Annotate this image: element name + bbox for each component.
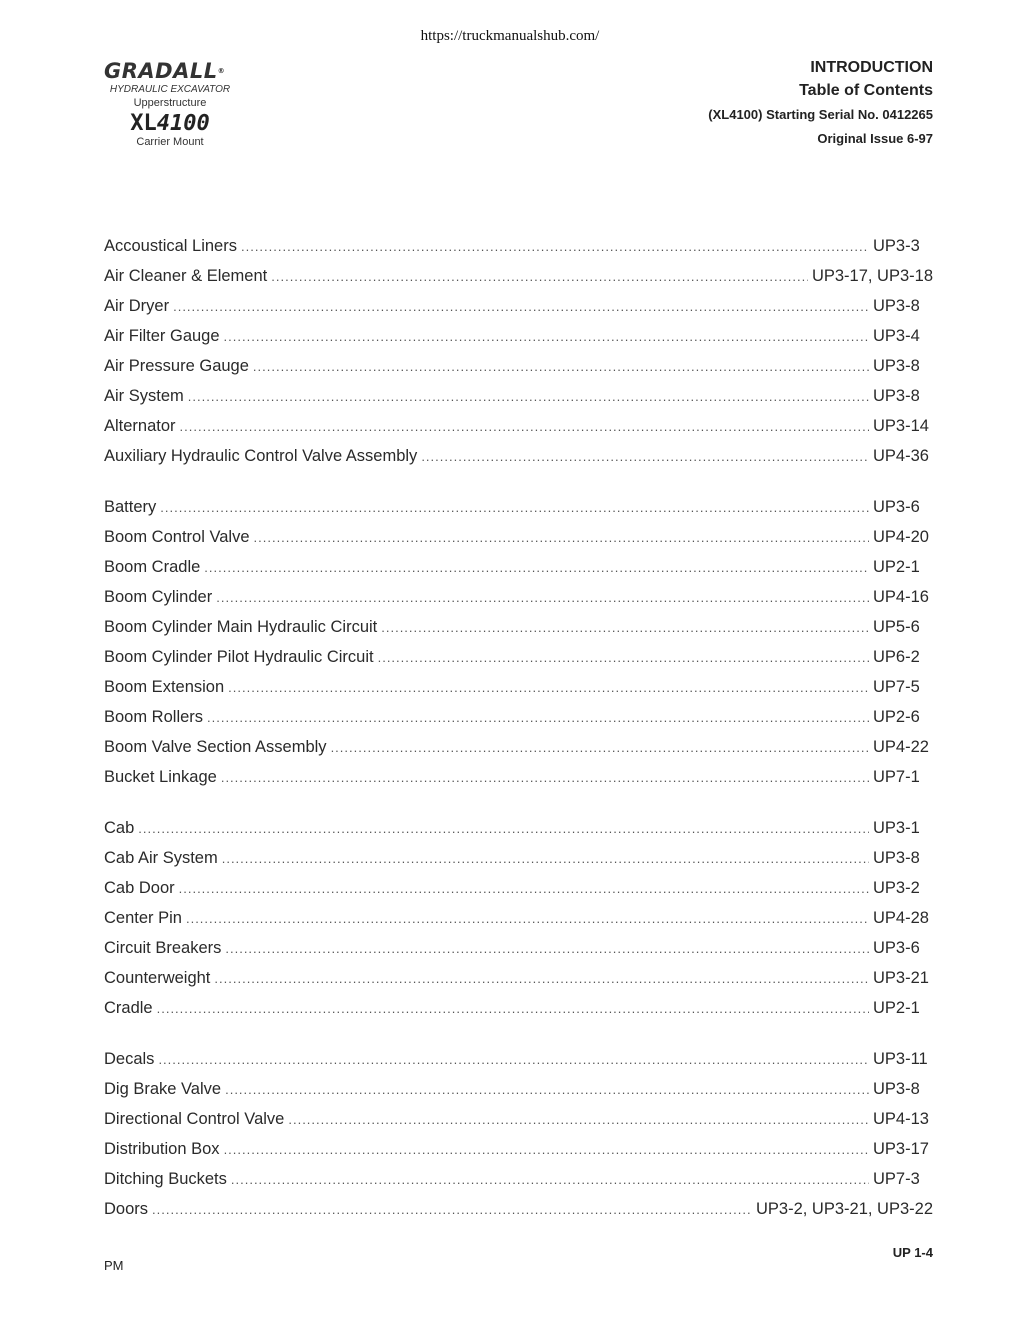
toc-entry-label: Boom Cylinder Pilot Hydraulic Circuit — [104, 648, 374, 666]
toc-entry[interactable] — [104, 708, 933, 738]
dot-leader — [152, 1202, 752, 1217]
logo-carrier-mount: Carrier Mount — [136, 136, 204, 148]
page-header — [708, 58, 933, 152]
toc-entry-page: UP3-3 — [873, 237, 920, 255]
toc-entry[interactable] — [104, 297, 933, 327]
dot-leader — [421, 449, 869, 464]
toc-entry[interactable] — [104, 1050, 933, 1080]
toc-entry[interactable] — [104, 678, 933, 708]
page-title: Table of Contents — [799, 82, 933, 99]
toc-group — [104, 498, 933, 798]
dot-leader — [138, 821, 869, 836]
toc-entry-page: UP2-1 — [873, 558, 920, 576]
toc-entry-page: UP4-22 — [873, 738, 929, 756]
dot-leader — [157, 1001, 869, 1016]
toc-entry[interactable] — [104, 498, 933, 528]
dot-leader — [253, 359, 869, 374]
toc-entry-page: UP3-6 — [873, 939, 920, 957]
dot-leader — [228, 680, 869, 695]
toc-entry-page: UP3-14 — [873, 417, 929, 435]
source-url: https://truckmanualshub.com/ — [420, 28, 600, 44]
toc-entry-label: Boom Cylinder — [104, 588, 213, 606]
dot-leader — [288, 1112, 869, 1127]
dot-leader — [224, 329, 869, 344]
toc-entry[interactable] — [104, 909, 933, 939]
dot-leader — [331, 740, 869, 755]
toc-entry-label: Air Dryer — [104, 297, 170, 315]
toc-entry-page: UP3-11 — [873, 1050, 928, 1068]
toc-entry[interactable] — [104, 1140, 933, 1170]
toc-entry-page: UP7-5 — [873, 678, 920, 696]
dot-leader — [254, 530, 869, 545]
dot-leader — [225, 941, 869, 956]
toc-entry-label: Cab Door — [104, 879, 175, 897]
toc-entry-page: UP3-17 — [873, 1140, 929, 1158]
dot-leader — [180, 419, 869, 434]
toc-entry[interactable] — [104, 237, 933, 267]
toc-entry[interactable] — [104, 558, 933, 588]
toc-entry-page: UP6-2 — [873, 648, 920, 666]
toc-entry-page: UP3-21 — [873, 969, 929, 987]
toc-entry-page: UP5-6 — [873, 618, 920, 636]
dot-leader — [271, 269, 808, 284]
toc-entry-label: Battery — [104, 498, 157, 516]
toc-group — [104, 819, 933, 1029]
page-number: UP 1-4 — [892, 1245, 933, 1260]
toc-entry-page: UP3-17, UP3-18 — [811, 267, 933, 285]
toc-entry-page: UP7-1 — [873, 768, 920, 786]
toc-entry-label: Air Pressure Gauge — [104, 357, 249, 375]
toc-group — [104, 1050, 933, 1230]
toc-entry-page: UP3-8 — [873, 387, 920, 405]
toc-entry[interactable] — [104, 999, 933, 1029]
dot-leader — [231, 1172, 869, 1187]
table-of-contents — [104, 237, 933, 1251]
toc-entry[interactable] — [104, 588, 933, 618]
toc-entry-label: Boom Cradle — [104, 558, 201, 576]
toc-entry[interactable] — [104, 1200, 933, 1230]
toc-entry-label: Air System — [104, 387, 184, 405]
toc-entry-label: Boom Valve Section Assembly — [104, 738, 327, 756]
toc-entry-label: Dig Brake Valve — [104, 1080, 222, 1098]
toc-entry-label: Cab Air System — [104, 849, 218, 867]
toc-entry[interactable] — [104, 387, 933, 417]
toc-entry[interactable] — [104, 819, 933, 849]
toc-entry[interactable] — [104, 417, 933, 447]
toc-entry[interactable] — [104, 267, 933, 297]
toc-entry-label: Distribution Box — [104, 1140, 220, 1158]
toc-group — [104, 237, 933, 477]
toc-entry[interactable] — [104, 1170, 933, 1200]
toc-entry-page: UP3-8 — [873, 1080, 920, 1098]
toc-entry[interactable] — [104, 447, 933, 477]
dot-leader — [216, 590, 869, 605]
dot-leader — [207, 710, 869, 725]
issue-info: Original Issue 6-97 — [817, 131, 933, 146]
toc-entry-page: UP3-8 — [873, 357, 920, 375]
toc-entry[interactable] — [104, 738, 933, 768]
toc-entry-label: Accoustical Liners — [104, 237, 237, 255]
toc-entry[interactable] — [104, 648, 933, 678]
toc-entry-label: Auxiliary Hydraulic Control Valve Assembly — [104, 447, 418, 465]
toc-entry-page: UP4-20 — [873, 528, 929, 546]
dot-leader — [221, 770, 869, 785]
model-name: XL4100 — [130, 111, 210, 136]
brand-name: GRADALL® — [104, 59, 226, 83]
toc-entry-label: Decals — [104, 1050, 155, 1068]
dot-leader — [158, 1052, 869, 1067]
dot-leader — [225, 1082, 869, 1097]
dot-leader — [160, 500, 869, 515]
toc-entry-page: UP2-1 — [873, 999, 920, 1017]
toc-entry-label: Cab — [104, 819, 135, 837]
toc-entry-label: Doors — [104, 1200, 149, 1218]
toc-entry-page: UP3-4 — [873, 327, 920, 345]
dot-leader — [173, 299, 869, 314]
toc-entry-label: Center Pin — [104, 909, 182, 927]
toc-entry-label: Alternator — [104, 417, 176, 435]
dot-leader — [179, 881, 869, 896]
toc-entry-page: UP7-3 — [873, 1170, 920, 1188]
logo-upperstructure: Upperstructure — [133, 97, 207, 109]
toc-entry-page: UP3-1 — [873, 819, 920, 837]
toc-entry[interactable] — [104, 969, 933, 999]
dot-leader — [188, 389, 869, 404]
toc-entry-label: Boom Control Valve — [104, 528, 250, 546]
toc-entry[interactable] — [104, 879, 933, 909]
toc-entry-label: Ditching Buckets — [104, 1170, 227, 1188]
toc-entry-page: UP4-28 — [873, 909, 929, 927]
dot-leader — [214, 971, 869, 986]
toc-entry-label: Circuit Breakers — [104, 939, 222, 957]
toc-entry[interactable] — [104, 939, 933, 969]
serial-info: (XL4100) Starting Serial No. 0412265 — [708, 107, 933, 122]
toc-entry-page: UP4-16 — [873, 588, 929, 606]
toc-entry-label: Boom Rollers — [104, 708, 204, 726]
toc-entry[interactable] — [104, 849, 933, 879]
toc-entry-page: UP3-8 — [873, 297, 920, 315]
dot-leader — [241, 239, 869, 254]
dot-leader — [186, 911, 869, 926]
toc-entry[interactable] — [104, 1110, 933, 1140]
section-title: INTRODUCTION — [810, 59, 933, 76]
toc-entry-page: UP3-2 — [873, 879, 920, 897]
footer-code: PM — [104, 1258, 124, 1273]
toc-entry-page: UP3-6 — [873, 498, 920, 516]
toc-entry-label: Directional Control Valve — [104, 1110, 285, 1128]
toc-entry[interactable] — [104, 618, 933, 648]
toc-entry[interactable] — [104, 327, 933, 357]
dot-leader — [378, 650, 869, 665]
toc-entry-label: Cradle — [104, 999, 153, 1017]
toc-entry-label: Bucket Linkage — [104, 768, 217, 786]
toc-entry-page: UP4-13 — [873, 1110, 929, 1128]
logo-subtitle: HYDRAULIC EXCAVATOR — [109, 84, 231, 95]
toc-entry[interactable] — [104, 528, 933, 558]
toc-entry-page: UP3-2, UP3-21, UP3-22 — [756, 1200, 933, 1218]
toc-entry-label: Boom Extension — [104, 678, 225, 696]
dot-leader — [222, 851, 869, 866]
gradall-logo — [104, 60, 236, 148]
dot-leader — [224, 1142, 869, 1157]
dot-leader — [381, 620, 869, 635]
dot-leader — [204, 560, 869, 575]
toc-entry-label: Air Filter Gauge — [104, 327, 220, 345]
toc-entry[interactable] — [104, 768, 933, 798]
toc-entry-label: Counterweight — [104, 969, 211, 987]
toc-entry-page: UP2-6 — [873, 708, 920, 726]
toc-entry-page: UP4-36 — [873, 447, 929, 465]
toc-entry-label: Boom Cylinder Main Hydraulic Circuit — [104, 618, 378, 636]
toc-entry[interactable] — [104, 1080, 933, 1110]
toc-entry-page: UP3-8 — [873, 849, 920, 867]
toc-entry-label: Air Cleaner & Element — [104, 267, 268, 285]
toc-entry[interactable] — [104, 357, 933, 387]
